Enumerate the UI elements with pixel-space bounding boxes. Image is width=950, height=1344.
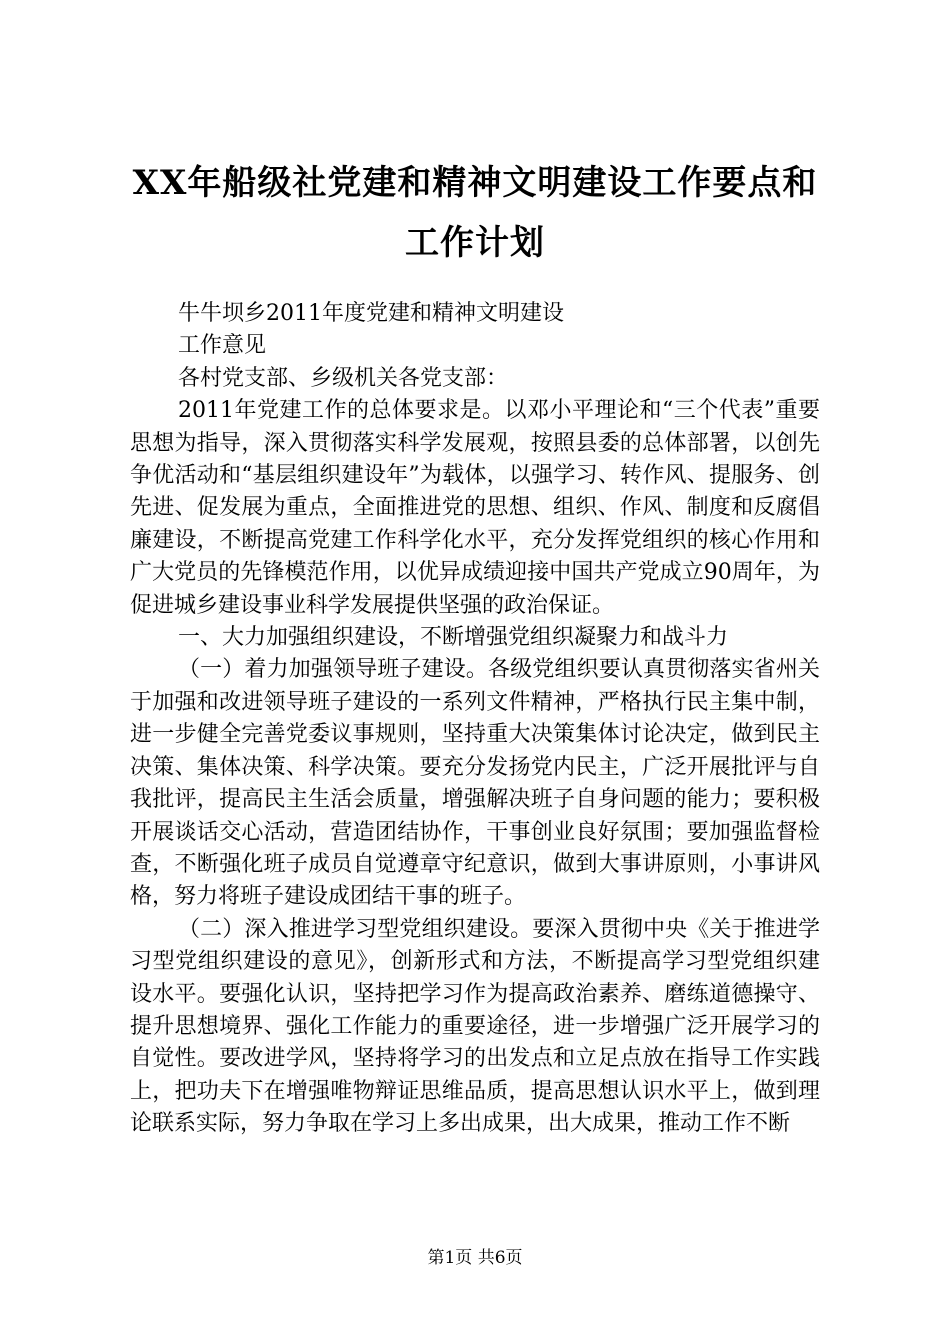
document-title-line-1: XX年船级社党建和精神文明建设工作要点和 <box>132 163 818 203</box>
paragraph-overall-requirements: 2011年党建工作的总体要求是。以邓小平理论和“三个代表”重要思想为指导，深入贯彻落实科学发展观，按照县委的总体部署，以创先争优活动和“基层组织建设年”为载体，以强学习、转作风、提服务、创先进、促发展为重点，全面推进党的思想、组织、作风、制度和反腐倡廉建设，不断提高党建工作科学化水平，充分发挥党组织的核心作用和广大党员的先锋模范作用，以优异成绩迎接中国共产党成立90周年，为促进城乡建设事业科学发展提供坚强的政治保证。 <box>130 398 820 618</box>
paragraph-salutation: 各村党支部、乡级机关各党支部： <box>178 365 509 391</box>
section-heading-1: 一、大力加强组织建设，不断增强党组织凝聚力和战斗力 <box>178 625 729 651</box>
document-body <box>130 298 820 1141</box>
paragraph-heading-line-1: 牛牛坝乡2011年度党建和精神文明建设 <box>178 301 564 326</box>
document-title-line-2: 工作计划 <box>405 223 545 263</box>
paragraph-subsection-2: （二）深入推进学习型党组织建设。要深入贯彻中央《关于推进学习型党组织建设的意见》，创新形式和方法，不断提高学习型党组织建设水平。要强化认识，坚持把学习作为提高政治素养、磨练道德操守、提升思想境界、强化工作能力的重要途径，进一步增强广泛开展学习的自觉性。要改进学风，坚持将学习的出发点和立足点放在指导工作实践上，把功夫下在增强唯物辩证思维品质，提高思想认识水平上，做到理论联系实际，努力争取在学习上多出成果，出大成果，推动工作不断 <box>130 916 820 1137</box>
paragraph-subsection-1: （一）着力加强领导班子建设。各级党组织要认真贯彻落实省州关于加强和改进领导班子建设的一系列文件精神，严格执行民主集中制，进一步健全完善党委议事规则，坚持重大决策集体讨论决定，做到民主决策、集体决策、科学决策。要充分发扬党内民主，广泛开展批评与自我批评，提高民主生活会质量，增强解决班子自身问题的能力；要积极开展谈话交心活动，营造团结协作，干事创业良好氛围；要加强监督检查，不断强化班子成员自觉遵章守纪意识，做到大事讲原则，小事讲风格，努力将班子建设成团结干事的班子。 <box>130 657 820 910</box>
page-number-footer: 第1页 共6页 <box>427 1248 523 1268</box>
paragraph-heading-line-2: 工作意见 <box>178 333 267 359</box>
